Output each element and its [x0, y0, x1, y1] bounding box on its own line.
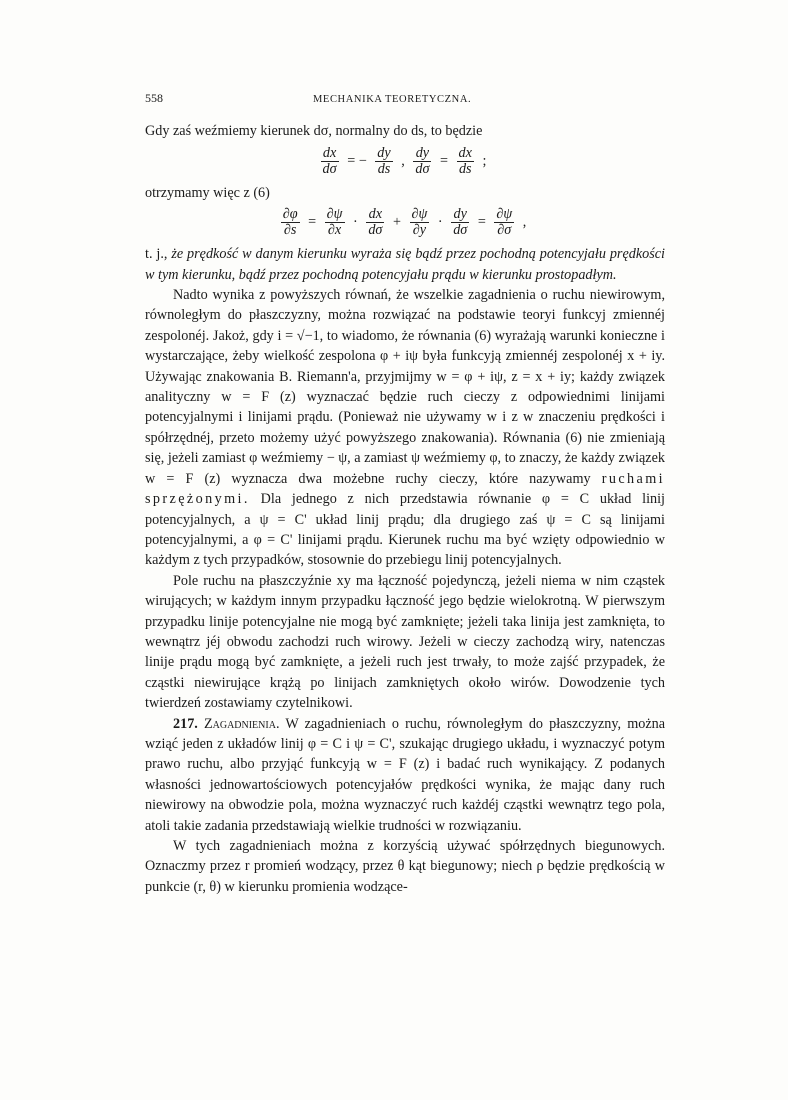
- intro-line: Gdy zaś weźmiemy kierunek dσ, normalny do ds, to będzie: [145, 123, 483, 140]
- fraction: $\frac{\partial\varphi}{\partial s}$: [282, 206, 298, 239]
- fraction: $\frac{dx}{d\sigma}$: [322, 144, 337, 177]
- paragraph-connectivity: Pole ruchu na płaszczyźnie xy ma łączność pojedynczą, jeżeli niema w nim cząstek wirujących; w każdym innym przypadku łączność jego będzie wielokrotną. W pierwszym przypadku linije potencyjalne nie mogą być zamknięte; jeżeli taka linija jest zamknięta, to wewnątrz jéj obwodu zachodzi ruch wirowy. Jeżeli w cieczy zachodzą wiry, natenczas linije prądu mogą być zamknięte, a jeżeli ruch jest trwały, to może zajść przypadek, że cząstki niewirujące krążą po linijach zamkniętych około wirów. Dowodzenie tych twierdzeń zostawiamy czytelnikowi.: [145, 572, 665, 712]
- fraction: $\frac{\partial\psi}{\partial\sigma}$: [496, 206, 513, 239]
- section-body: W zagadnieniach o ruchu, równoległym do płaszczyzny, można wziąć jeden z układów linij φ = C i ψ = C', szukając drugiego układu, i wyznaczyć potym prawo ruchu, albo przyjąć funkcyją w = F (z) i badać ruch wynikający. Z podanych własności jednowartościowych potencyjałów prędkości wynika, że mając dany ruch niewirowy na obwodzie pola, można wyznaczyć ruch każdéj cząstki wewnątrz tego pola, atoli takie zadania przedstawiają wielkie trudności w rozwiązaniu.: [145, 715, 666, 834]
- page-content: [145, 88, 665, 897]
- section-title: Zagadnienia.: [203, 715, 280, 732]
- fraction: $\frac{\partial\psi}{\partial y}$: [411, 206, 428, 239]
- conclusion-paragraph: t. j., że prędkość w danym kierunku wyraża się bądź przez pochodną potencyjału prędkości w tym kierunku, bądź przez pochodną potencyjału prądu w kierunku prostopadłym.: [145, 246, 665, 283]
- fraction: $\frac{dy}{d\sigma}$: [415, 144, 430, 177]
- fraction: $\frac{dy}{d\sigma}$: [453, 206, 468, 239]
- page-header: [145, 88, 665, 110]
- section-217: [145, 714, 665, 836]
- fraction: $\frac{dy}{ds}$: [377, 144, 391, 177]
- fraction: $\frac{dx}{d\sigma}$: [368, 206, 383, 239]
- conclusion-italic: że prędkość w danym kierunku wyraża się bądź przez pochodną potencyjału prędkości w tym kierunku, bądź przez pochodną potencyjału prądu w kierunku prostopadłym.: [145, 246, 665, 283]
- page-number: 558: [145, 91, 163, 105]
- fraction: $\frac{\partial\psi}{\partial x}$: [326, 206, 343, 239]
- running-head: MECHANIKA TEORETYCZNA.: [313, 94, 472, 105]
- spaced-term: ruchami sprzężonymi.: [145, 470, 666, 508]
- paragraph-complex-function: Nadto wynika z powyższych równań, że wszelkie zagadnienia o ruchu niewirowym, równoległym do płaszczyzny, można rozwiązać na podstawie teoryi funkcyj zmiennéj zespolonéj. Jakoż, gdy i = √−1, to wiadomo, że równania (6) wyrażają warunki konieczne i wystarczające, żeby wielkość zespolona φ + iψ była funkcyją zmiennéj zespolonéj x + iy. Używając znakowania B. Riemann'a, przyjmijmy w = φ + iψ, z = x + iy; każdy związek analityczny w = F (z) wyznaczać będzie ruch cieczy z odpowiednimi linijami potencyjalnymi i linijami prądu. (Ponieważ nie używamy w i z w znaczeniu prędkości i spółrzędnéj, przeto możemy użyć powyższego znakowania). Równania (6) nie zmieniają się, jeżeli zamiast φ weźmiemy − ψ, a zamiast ψ weźmiemy φ, to znaczy, że każdy związek w = F (z) wyznacza dwa możebne ruchy cieczy, które nazywamy ruchami sprzężonymi. Dla jednego z nich przedstawia równanie φ = C układ linij potencyjalnych, a ψ = C' układ linij prądu; dla drugiego zaś ψ = C są linijami potencyjalnymi, a φ = C' linijami prądu. Kierunek ruchu ma być wzięty odpowiednio w każdym z tych przypadków, stosownie do przebiegu linij potencyjalnych.: [145, 287, 666, 569]
- section-number: 217.: [173, 715, 198, 732]
- fraction: $\frac{dx}{ds}$: [458, 144, 472, 177]
- lead-line: otrzymamy więc z (6): [145, 184, 270, 201]
- equation-derivative: $\frac{\partial\varphi}{\partial s}$ = $\frac{\partial\psi}{\partial x}$ · $\frac{dx}{d\sigma}$ + $\frac{\partial\psi}{\partial y}$ · $\frac{dy}{d\sigma}$ = $\frac{\partial\psi}{\partial\sigma}$ ,: [282, 206, 527, 239]
- equation-directional: $\frac{dx}{d\sigma}$ = − $\frac{dy}{ds}$ , $\frac{dy}{d\sigma}$ = $\frac{dx}{ds}$ ;: [322, 144, 487, 177]
- paragraph-polar: W tych zagadnieniach można z korzyścią używać spółrzędnych biegunowych. Oznaczmy przez r promień wodzący, przez θ kąt biegunowy; niech ρ będzie prędkością w punkcie (r, θ) w kierunku promienia wodzące-: [145, 838, 665, 895]
